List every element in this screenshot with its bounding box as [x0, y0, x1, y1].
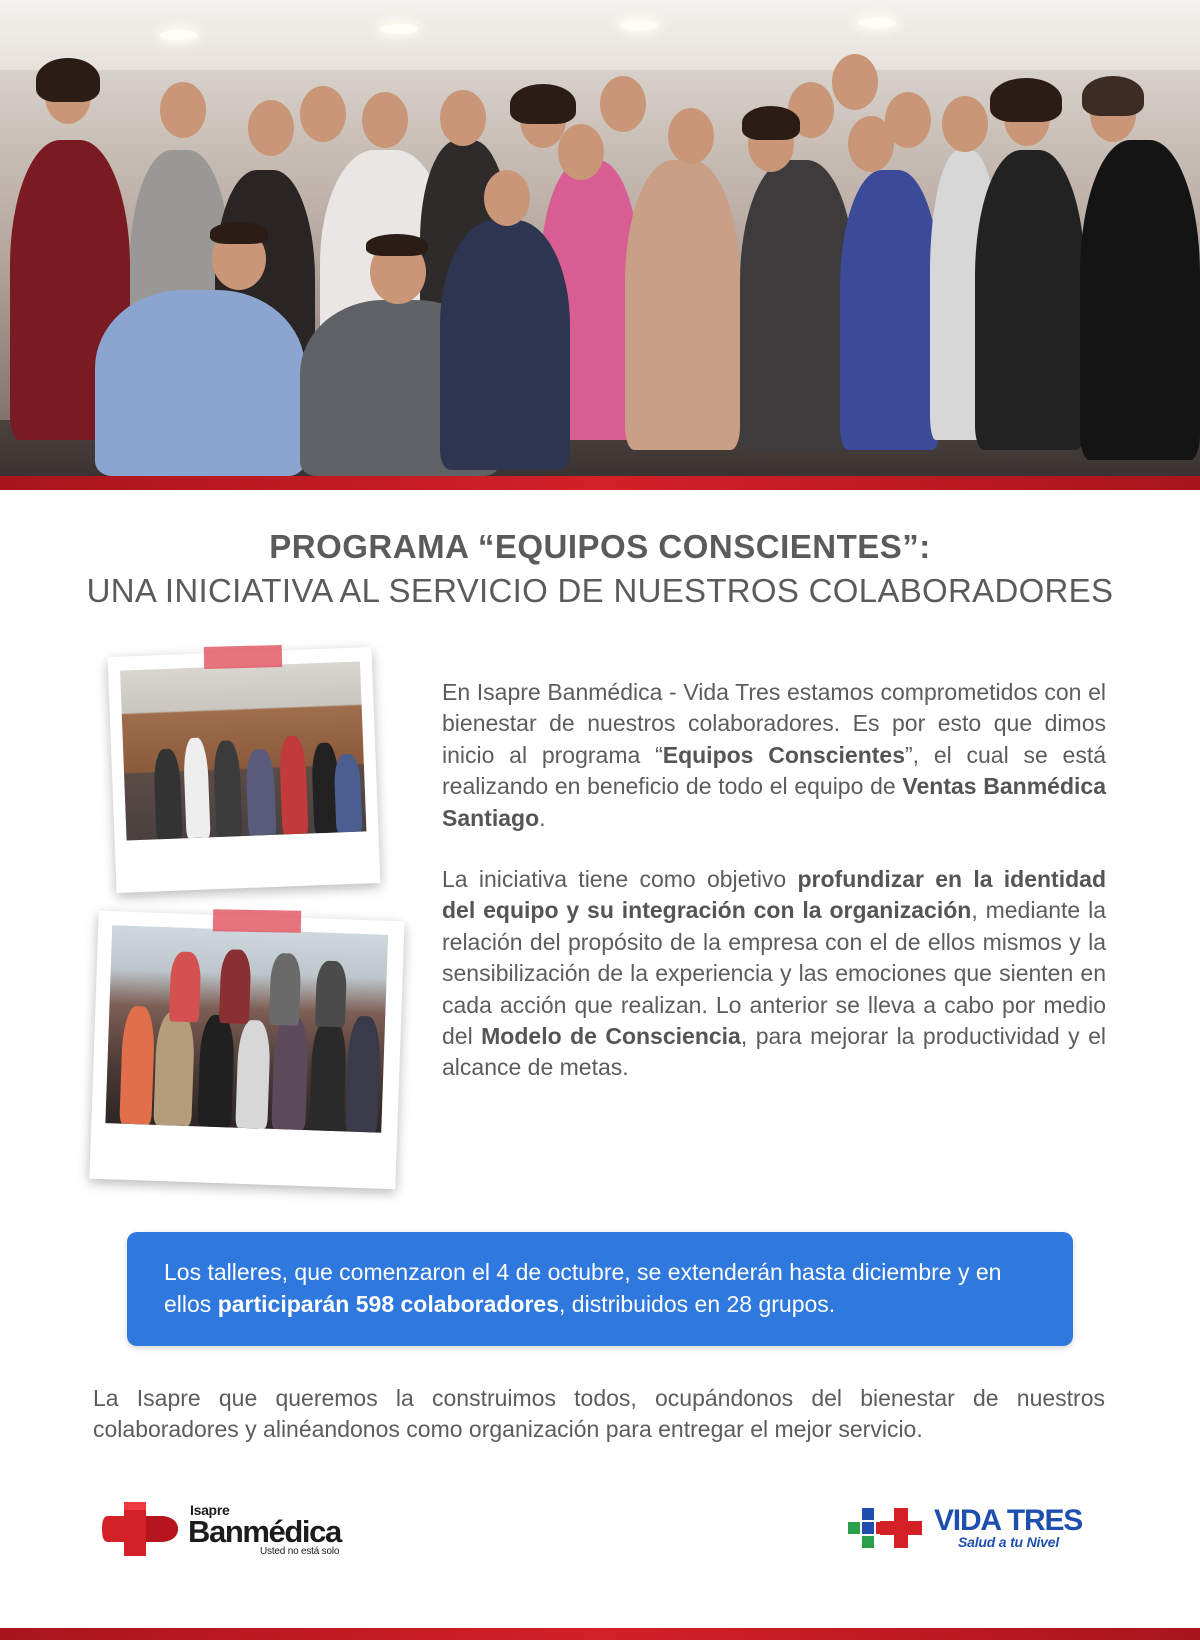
person — [183, 737, 211, 838]
person — [740, 160, 855, 450]
person-head — [832, 54, 878, 110]
person — [169, 951, 201, 1022]
vidatres-logo — [848, 1502, 1108, 1552]
person — [153, 1011, 195, 1126]
person — [840, 170, 940, 450]
text-run: . — [539, 804, 546, 831]
person — [1080, 140, 1200, 460]
banmedica-logo — [102, 1494, 352, 1564]
person-head — [362, 92, 408, 148]
person-head — [160, 82, 206, 138]
banner-text — [164, 1257, 1054, 1320]
person-head — [600, 76, 646, 132]
text-run: , distribuidos en 28 grupos. — [559, 1290, 836, 1317]
text-run: En Isapre Banmédica - Vida Tres estamos comprometidos con el bienestar de nuestros colaboradores. Es por esto que dimos inicio al programa “ — [442, 679, 1106, 768]
person — [245, 749, 276, 836]
vidatres-cross-icon — [848, 1506, 924, 1550]
person — [625, 160, 740, 450]
participants-highlight: participarán 598 colaboradores — [217, 1290, 560, 1317]
person-head — [668, 108, 714, 164]
banmedica-prefix: Isapre — [190, 1502, 230, 1518]
vidatres-name: VIDA TRES — [934, 1504, 1083, 1537]
ceiling-light — [160, 30, 198, 40]
program-name: Equipos Conscientes — [662, 741, 905, 768]
hair — [366, 234, 428, 256]
group-certificates-photo — [105, 925, 388, 1133]
person — [315, 960, 347, 1027]
text-run: , para mejorar la productividad y el alcance de metas. — [442, 1023, 1107, 1081]
person — [197, 1014, 235, 1127]
person-head — [484, 170, 530, 226]
model-name: Modelo de Consciencia — [481, 1023, 741, 1050]
person-head — [942, 96, 988, 152]
text-run: , mediante la relación del propósito de la empresa con el de ellos mismos y la sensibilización de la experiencia y las emociones que sienten en cada acción que realizan. Lo anterior se lleva a cabo por medio del — [442, 897, 1106, 1050]
person-head — [248, 100, 294, 156]
header-red-bar — [0, 476, 1200, 490]
page-subtitle: UNA INICIATIVA AL SERVICIO DE NUESTROS COLABORADORES — [86, 572, 1114, 609]
text-run: La iniciativa tiene como objetivo — [442, 866, 798, 892]
polaroid-photo-workshop — [108, 647, 381, 893]
person — [213, 740, 243, 837]
person — [333, 754, 362, 833]
ceiling-light — [380, 24, 418, 34]
ceiling-light — [858, 18, 896, 28]
hero-group-photo — [0, 0, 1200, 476]
person-head — [558, 124, 604, 180]
person — [271, 1015, 309, 1130]
hair — [990, 78, 1062, 122]
person-head — [885, 92, 931, 148]
person-head — [300, 86, 346, 142]
text-run: Los talleres, que comenzaron el 4 de octubre, se extenderán hasta diciembre y en ellos — [164, 1259, 1002, 1317]
person — [119, 1006, 155, 1125]
person — [219, 949, 252, 1024]
ceiling-light — [620, 20, 658, 30]
person — [269, 953, 301, 1026]
person — [95, 290, 305, 476]
text-run: ”, el cual se está realizando en beneficio de todo el equipo de — [442, 741, 1106, 800]
hair — [742, 106, 800, 140]
person — [309, 1018, 347, 1131]
hair — [510, 84, 576, 124]
page-title: PROGRAMA “EQUIPOS CONSCIENTES”: — [269, 528, 931, 565]
person — [345, 1016, 381, 1133]
person — [279, 736, 309, 835]
workshop-photo — [120, 661, 366, 840]
banmedica-tagline: Usted no está solo — [260, 1546, 340, 1557]
vidatres-tagline: Salud a tu Nivel — [958, 1534, 1060, 1550]
hair — [1082, 76, 1144, 116]
polaroid-photo-group — [89, 911, 404, 1190]
objective-paragraph — [442, 864, 1106, 1084]
banmedica-name: Banmédica — [188, 1514, 341, 1549]
footer-red-bar — [0, 1628, 1200, 1640]
person — [975, 150, 1085, 450]
person — [235, 1020, 271, 1129]
hair — [36, 58, 100, 102]
person-head — [440, 90, 486, 146]
tape-decoration — [213, 909, 301, 933]
closing-paragraph: La Isapre que queremos la construimos todos, ocupándonos del bienestar de nuestros colaboradores y alinéandonos como organización para entregar el mejor servicio. — [93, 1385, 1105, 1443]
intro-paragraph — [442, 677, 1106, 834]
person — [440, 220, 570, 470]
person — [153, 748, 182, 839]
banmedica-cross-icon — [102, 1498, 180, 1560]
objective-highlight: profundizar en la identidad del equipo y su integración con la organización — [442, 866, 1106, 924]
tape-decoration — [204, 645, 283, 669]
team-name: Ventas Banmédica Santiago — [442, 773, 1106, 831]
hair — [210, 222, 268, 244]
